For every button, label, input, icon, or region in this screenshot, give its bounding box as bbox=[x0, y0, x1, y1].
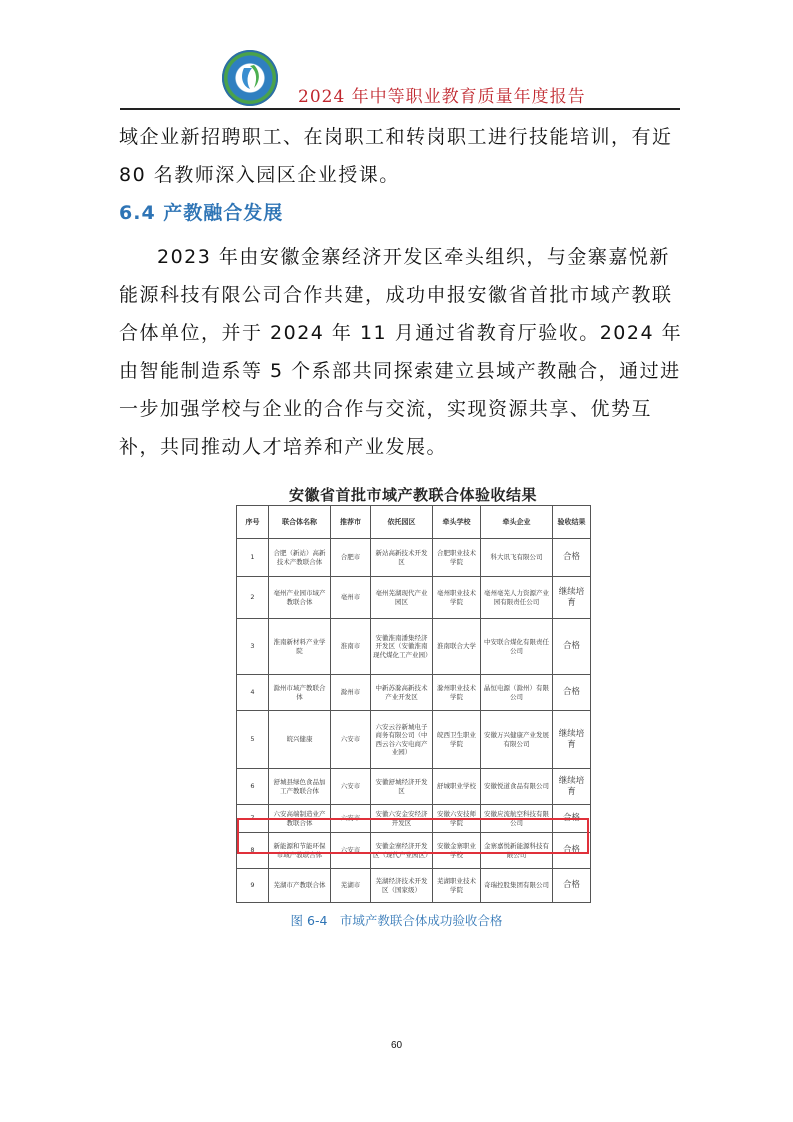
row-name: 淮南新材料产业学院 bbox=[269, 619, 331, 675]
row-park: 六安云谷新城电子商务有限公司（中西云谷六安电商产业园） bbox=[371, 711, 433, 769]
row-school: 淮南联合大学 bbox=[433, 619, 481, 675]
row-city: 亳州市 bbox=[331, 577, 371, 619]
row-city: 芜湖市 bbox=[331, 869, 371, 903]
row-city: 淮南市 bbox=[331, 619, 371, 675]
header-park: 依托园区 bbox=[371, 506, 433, 539]
header-divider bbox=[120, 108, 680, 110]
row-result: 合格 bbox=[553, 869, 591, 903]
row-index: 7 bbox=[237, 805, 269, 833]
row-result: 继续培育 bbox=[553, 711, 591, 769]
row-school: 合肥职业技术学院 bbox=[433, 539, 481, 577]
row-park: 安徽金寨经济开发区（现代产业园区） bbox=[371, 833, 433, 869]
school-emblem-icon bbox=[222, 50, 278, 106]
header-name: 联合体名称 bbox=[269, 506, 331, 539]
row-company: 亳州亳芜人力资源产业园有限责任公司 bbox=[481, 577, 553, 619]
row-city: 滁州市 bbox=[331, 675, 371, 711]
row-park: 芜湖经济技术开发区（国家级） bbox=[371, 869, 433, 903]
row-name: 滁州市域产教联合体 bbox=[269, 675, 331, 711]
row-name: 亳州产业园市域产教联合体 bbox=[269, 577, 331, 619]
row-school: 滁州职业技术学院 bbox=[433, 675, 481, 711]
row-city: 六安市 bbox=[331, 711, 371, 769]
header-company: 牵头企业 bbox=[481, 506, 553, 539]
table-row bbox=[237, 869, 591, 903]
table-row bbox=[237, 619, 591, 675]
table-row bbox=[237, 675, 591, 711]
paragraph-main: 2023 年由安徽金寨经济开发区牵头组织，与金寨嘉悦新能源科技有限公司合作共建，成功申报安徽省首批市域产教联合体单位，并于 2024 年 11 月通过省教育厅验收。2024 年由智能制造系等 5 个系部共同探索建立县域产教融合，通过进一步加强学校与企业的合作与交流，实现资源共享、优势互补，共同推动人才培养和产业发展。 bbox=[119, 246, 683, 458]
page-number: 60 bbox=[390, 1040, 403, 1051]
row-company: 安徽悦道食品有限公司 bbox=[481, 769, 553, 805]
row-school: 安徽六安技师学院 bbox=[433, 805, 481, 833]
row-company: 奇瑞控股集团有限公司 bbox=[481, 869, 553, 903]
row-park: 安徽淮南潘集经济开发区（安徽淮南现代煤化工产业园） bbox=[371, 619, 433, 675]
row-result: 合格 bbox=[553, 539, 591, 577]
row-name: 新能源和节能环保市域产教联合体 bbox=[269, 833, 331, 869]
table-row bbox=[237, 539, 591, 577]
row-result: 合格 bbox=[553, 805, 591, 833]
figure-caption: 图 6-4 市域产教联合体成功验收合格 bbox=[290, 913, 503, 928]
row-name: 舒城县绿色食品加工产教联合体 bbox=[269, 769, 331, 805]
row-city: 六安市 bbox=[331, 833, 371, 869]
row-school: 皖西卫生职业学院 bbox=[433, 711, 481, 769]
row-index: 1 bbox=[237, 539, 269, 577]
row-index: 8 bbox=[237, 833, 269, 869]
row-result: 继续培育 bbox=[553, 769, 591, 805]
row-index: 9 bbox=[237, 869, 269, 903]
row-city: 六安市 bbox=[331, 805, 371, 833]
report-title: 2024 年中等职业教育质量年度报告 bbox=[298, 87, 586, 107]
row-name: 芜湖市产教联合体 bbox=[269, 869, 331, 903]
header-result: 验收结果 bbox=[553, 506, 591, 539]
row-school: 舒城职业学校 bbox=[433, 769, 481, 805]
row-company: 中安联合煤化有限责任公司 bbox=[481, 619, 553, 675]
row-index: 6 bbox=[237, 769, 269, 805]
table-row bbox=[237, 711, 591, 769]
section-heading: 6.4 产教融合发展 bbox=[119, 202, 284, 224]
row-school: 亳州职业技术学院 bbox=[433, 577, 481, 619]
row-name: 皖兴健康 bbox=[269, 711, 331, 769]
row-park: 安徽舒城经济开发区 bbox=[371, 769, 433, 805]
results-table bbox=[236, 505, 591, 903]
row-city: 六安市 bbox=[331, 769, 371, 805]
row-school: 芜湖职业技术学院 bbox=[433, 869, 481, 903]
row-name: 六安高端制造业产教联合体 bbox=[269, 805, 331, 833]
row-park: 安徽六安金安经济开发区 bbox=[371, 805, 433, 833]
row-result: 合格 bbox=[553, 675, 591, 711]
row-index: 2 bbox=[237, 577, 269, 619]
row-company: 科大讯飞有限公司 bbox=[481, 539, 553, 577]
row-park: 新站高新技术开发区 bbox=[371, 539, 433, 577]
table-row bbox=[237, 577, 591, 619]
page-header bbox=[0, 0, 793, 112]
row-school: 安徽金寨职业学校 bbox=[433, 833, 481, 869]
row-index: 3 bbox=[237, 619, 269, 675]
row-index: 4 bbox=[237, 675, 269, 711]
header-city: 推荐市 bbox=[331, 506, 371, 539]
row-name: 合肥（新站）高新技术产教联合体 bbox=[269, 539, 331, 577]
paragraph-continued: 域企业新招聘职工、在岗职工和转岗职工进行技能培训，有近 80 名教师深入园区企业授课。 bbox=[119, 126, 673, 186]
row-company: 安徽应流航空科技有限公司 bbox=[481, 805, 553, 833]
table-row bbox=[237, 833, 591, 869]
row-company: 安徽万兴健康产业发展有限公司 bbox=[481, 711, 553, 769]
row-park: 中新苏滁高新技术产业开发区 bbox=[371, 675, 433, 711]
row-company: 金寨嘉悦新能源科技有限公司 bbox=[481, 833, 553, 869]
table-row bbox=[237, 805, 591, 833]
header-index: 序号 bbox=[237, 506, 269, 539]
row-index: 5 bbox=[237, 711, 269, 769]
row-company: 晶恒电源（滁州）有限公司 bbox=[481, 675, 553, 711]
row-result: 继续培育 bbox=[553, 577, 591, 619]
row-result: 合格 bbox=[553, 833, 591, 869]
table-header-row bbox=[237, 506, 591, 539]
figure-title: 安徽省首批市域产教联合体验收结果 bbox=[288, 486, 537, 504]
row-park: 亳州芜湖现代产业园区 bbox=[371, 577, 433, 619]
row-result: 合格 bbox=[553, 619, 591, 675]
row-city: 合肥市 bbox=[331, 539, 371, 577]
header-school: 牵头学校 bbox=[433, 506, 481, 539]
table-row bbox=[237, 769, 591, 805]
